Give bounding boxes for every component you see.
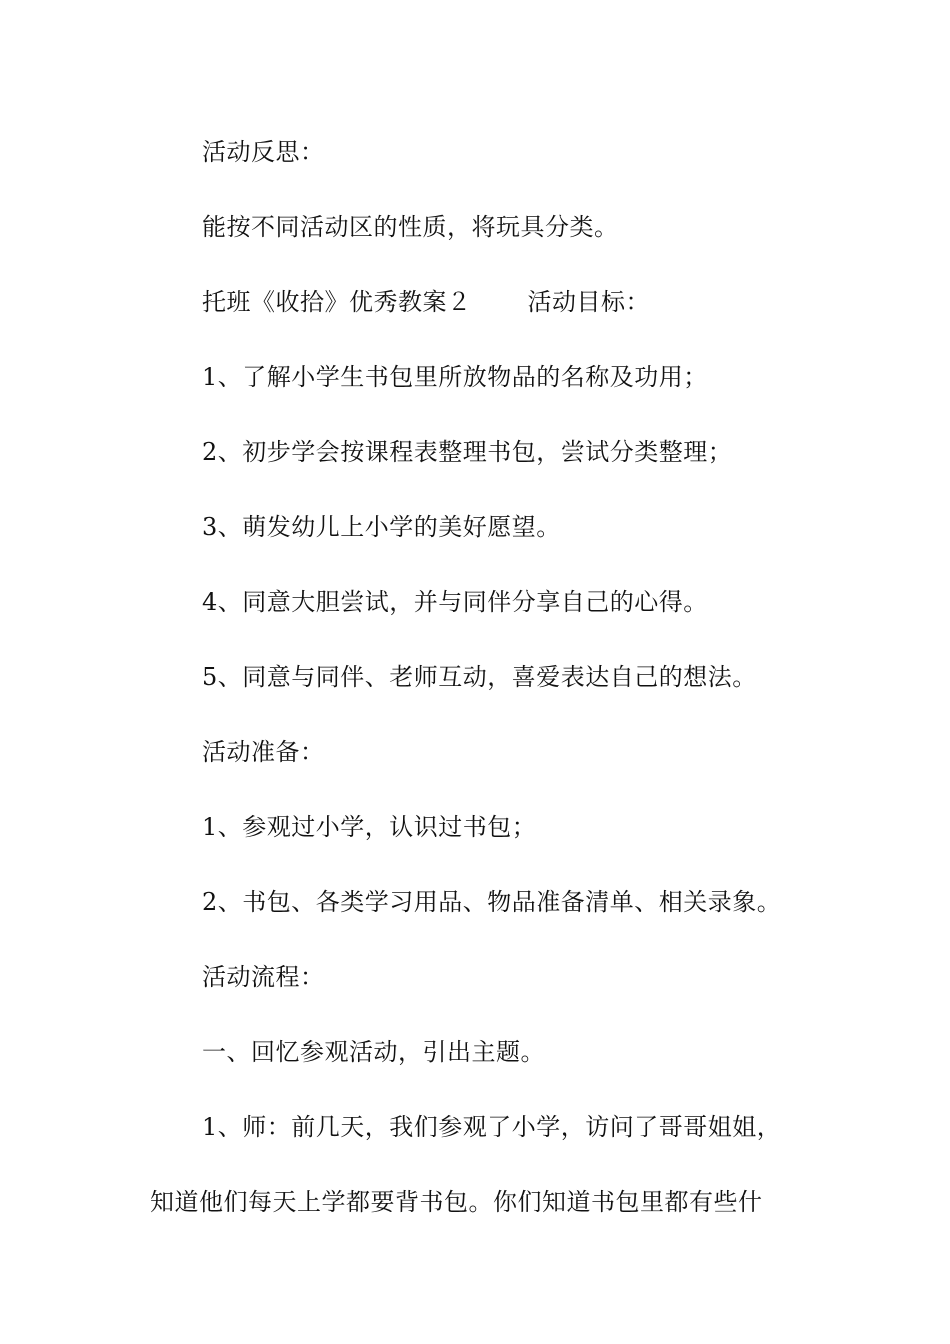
goal-item-3: 3、萌发幼儿上小学的美好愿望。 [202, 513, 561, 541]
goal-item-2: 2、初步学会按课程表整理书包，尝试分类整理； [202, 438, 733, 466]
process-paragraph-line-2: 知道他们每天上学都要背书包。你们知道书包里都有些什 [150, 1188, 763, 1216]
preparation-item-1: 1、参观过小学，认识过书包； [202, 813, 537, 841]
goal-item-5: 5、同意与同伴、老师互动，喜爱表达自己的想法。 [202, 663, 757, 691]
preparation-item-2: 2、书包、各类学习用品、物品准备清单、相关录象。 [202, 888, 782, 916]
lesson-title-line [202, 287, 650, 317]
process-step-1: 一、回忆参观活动，引出主题。 [202, 1038, 545, 1066]
paragraph-line: 能按不同活动区的性质，将玩具分类。 [202, 213, 619, 241]
heading-activity-process: 活动流程： [202, 963, 325, 991]
goal-item-1: 1、了解小学生书包里所放物品的名称及功用； [202, 363, 708, 391]
process-paragraph-line-1: 1、师：前几天，我们参观了小学，访问了哥哥姐姐， [202, 1113, 782, 1141]
heading-activity-reflection: 活动反思： [202, 138, 325, 166]
lesson-title: 托班《收拾》优秀教案２ [202, 288, 472, 316]
heading-activity-goals: 活动目标： [527, 288, 650, 316]
heading-activity-preparation: 活动准备： [202, 738, 325, 766]
goal-item-4: 4、同意大胆尝试，并与同伴分享自己的心得。 [202, 588, 708, 616]
